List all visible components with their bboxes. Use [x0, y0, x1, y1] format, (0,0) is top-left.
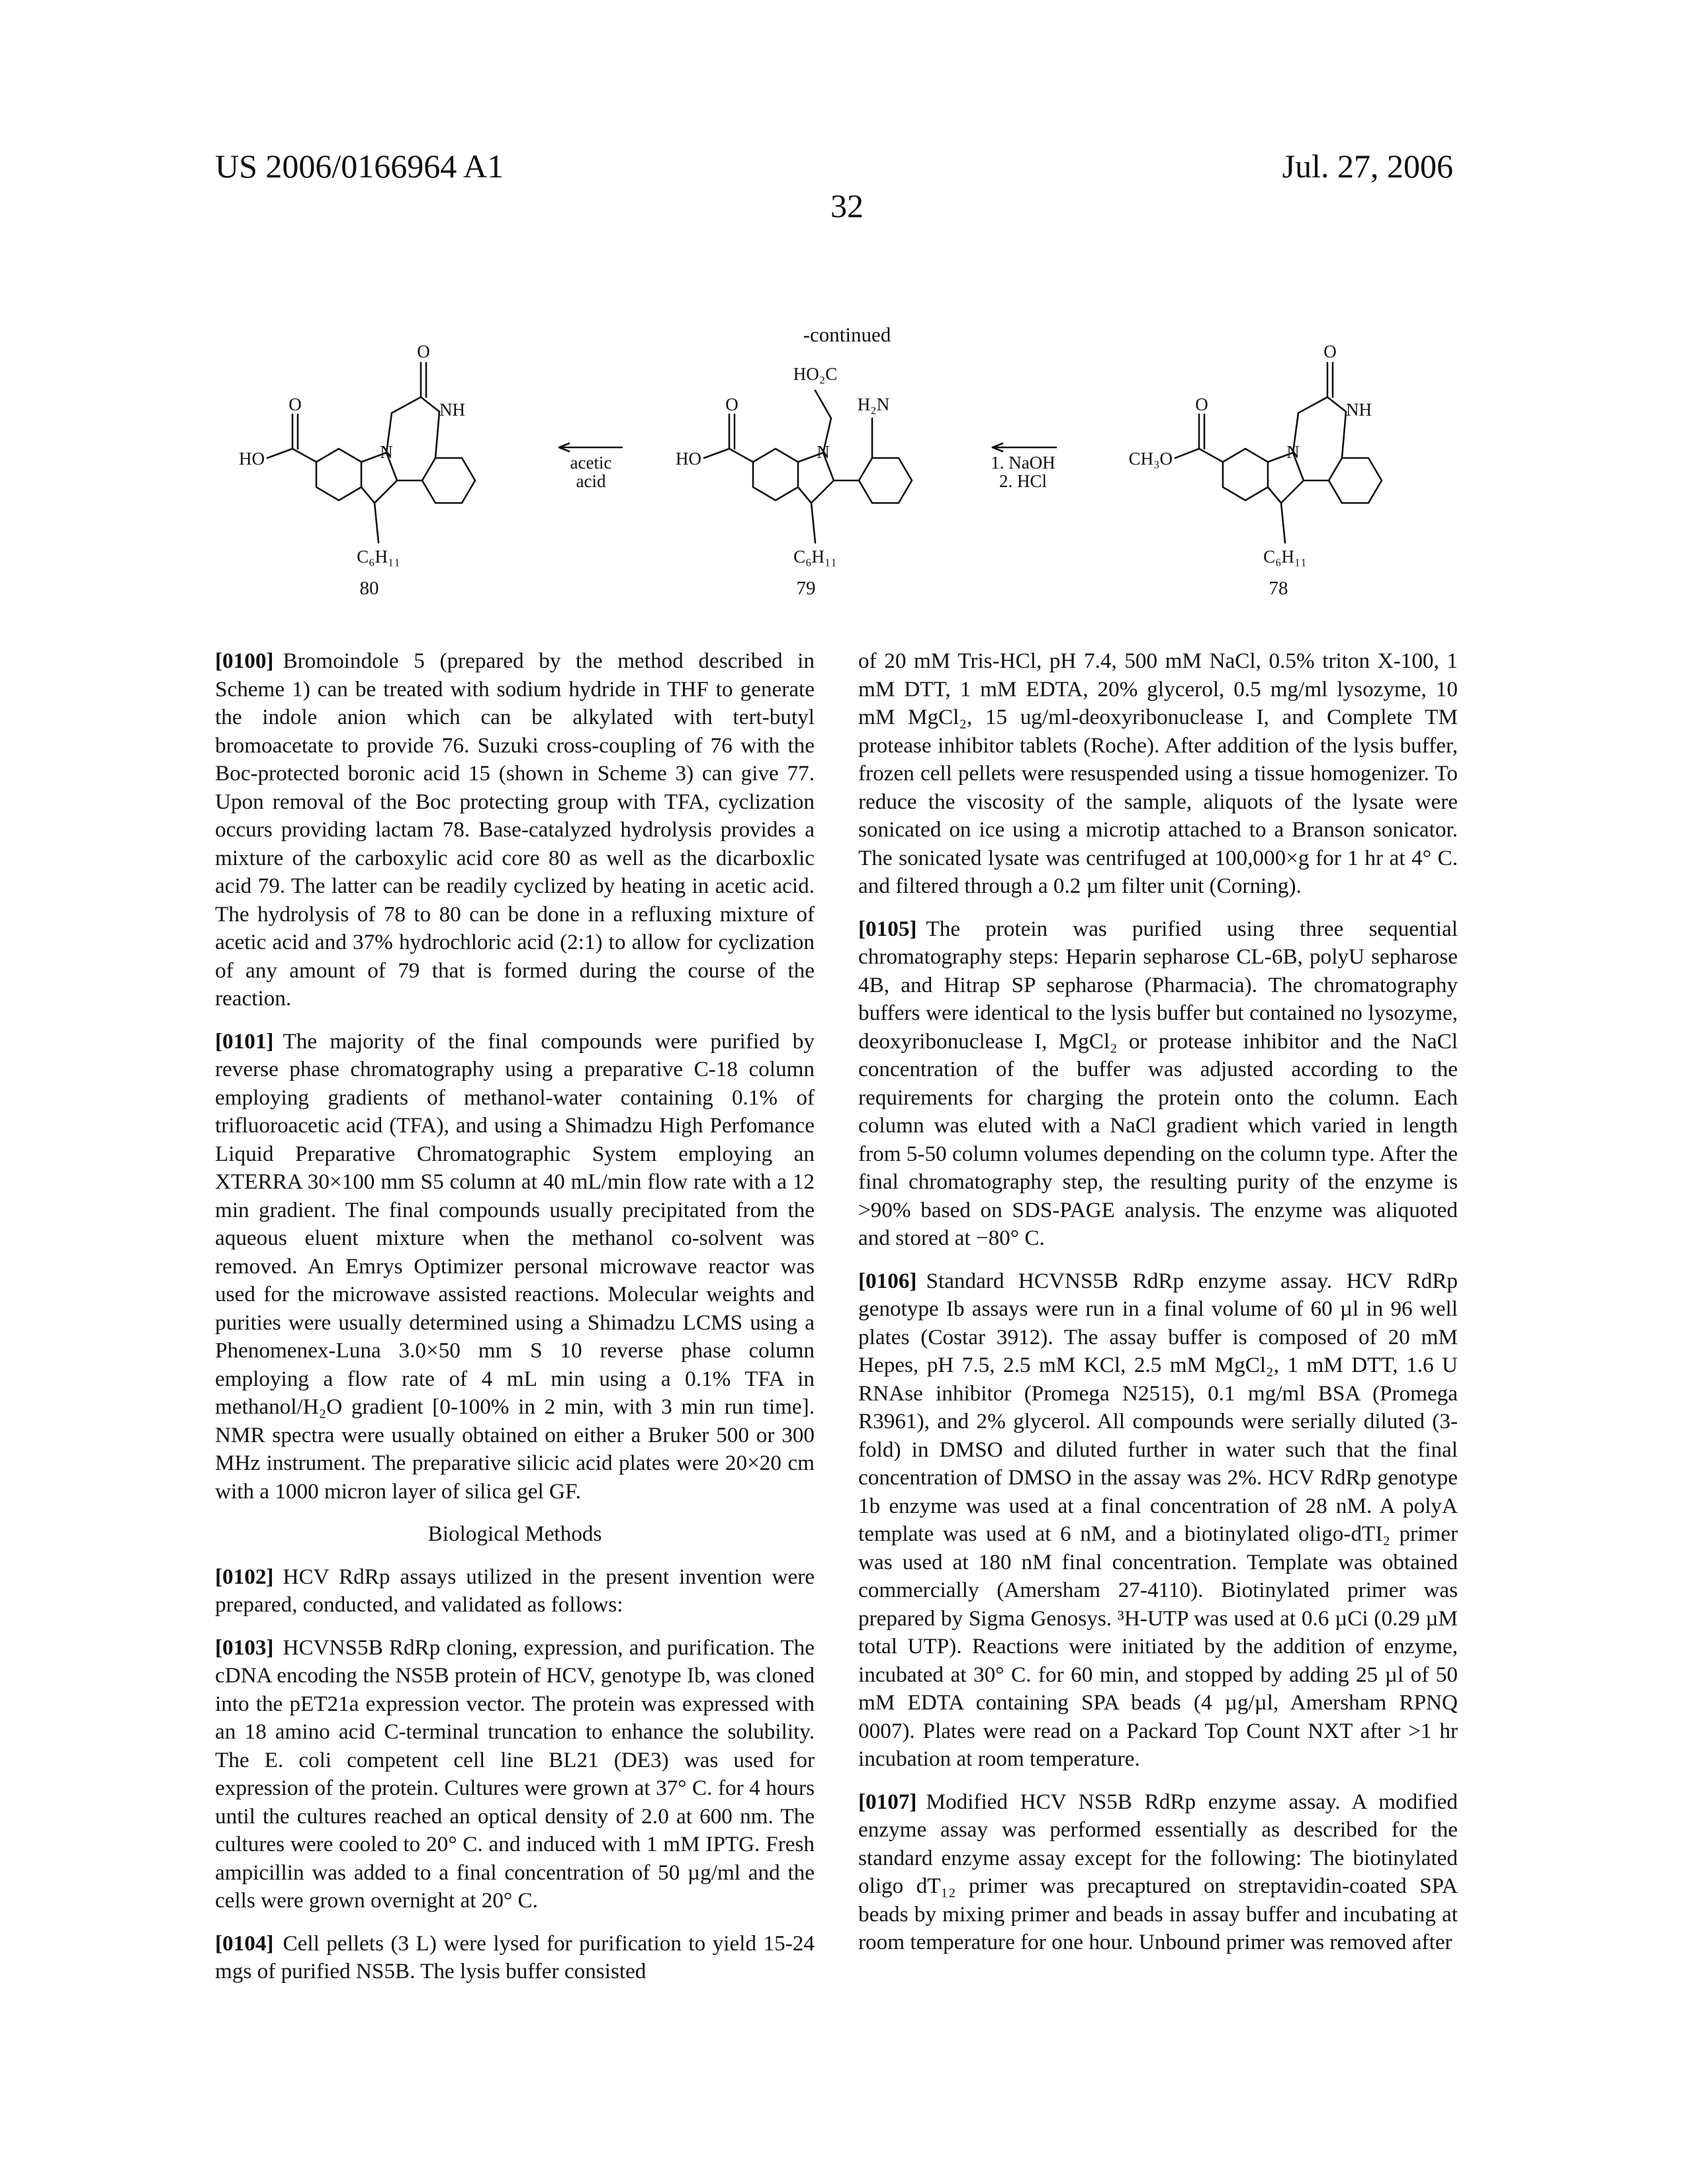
reaction-scheme: [199, 318, 1495, 596]
paragraph-text: HCV RdRp assays utilized in the present invention were prepared, conducted, and validated as follows:: [215, 1564, 815, 1617]
paragraph-0100: [215, 647, 815, 1013]
atom-label: NH: [439, 400, 465, 420]
atom-label: HO₂C: [793, 364, 838, 384]
atom-label: CH₃O: [1128, 449, 1173, 469]
reagent-label: 2. HCl: [999, 471, 1048, 491]
left-column: [215, 647, 815, 2001]
paragraph-number: [0107]: [858, 1789, 917, 1814]
paragraph-0106: [858, 1267, 1458, 1774]
paragraph-text: Bromoindole 5 (prepared by the method described in Scheme 1) can be treated with sodium hydride in THF to generate the indole anion which can be alkylated with tert-butyl bromoacetate to provide 76. Suzuki cross-coupling of 76 with the Boc-protected boronic acid 15 (shown in Scheme 3) can give 77. Upon removal of the Boc protecting group with TFA, cyclization occurs providing lactam 78. Base-catalyzed hydrolysis provides a mixture of the carboxylic acid core 80 as well as the dicarboxlic acid 79. The latter can be readily cyclized by heating in acetic acid. The hydrolysis of 78 to 80 can be done in a refluxing mixture of acetic acid and 37% hydrochloric acid (2:1) to allow for cyclization of any amount of 79 that is formed during the course of the reaction.: [215, 649, 815, 1011]
paragraph-text: The majority of the final compounds were purified by reverse phase chromatography using a preparative C-18 column employing gradients of methanol-water containing 0.1% of trifluoroacetic acid (TFA), and using a Shimadzu High Perfomance Liquid Preparative Chromatographic System employing an XTERRA 30×100 mm S5 column at 40 mL/min flow rate with a 12 min gradient. The final compounds usually precipitated from the aqueous eluent mixture when the methanol co-solvent was removed. An Emrys Optimizer personal microwave reactor was used for the microwave assisted reactions. Molecular weights and purities were usually determined using a Shimadzu LCMS using a Phenomenex-Luna 3.0×50 mm S 10 reverse phase column employing a flow rate of 4 mL min using a 0.1% TFA in methanol/H₂O gradient [0-100% in 2 min, with 3 min run time]. NMR spectra were usually obtained on either a Bruker 500 or 300 MHz instrument. The preparative silicic acid plates were 20×20 cm with a 1000 micron layer of silica gel GF.: [215, 1028, 815, 1504]
paragraph-number: [0103]: [215, 1635, 274, 1660]
compound-78-structure: [1175, 363, 1382, 543]
paragraph-number: [0101]: [215, 1028, 274, 1054]
atom-label: HO: [676, 449, 701, 469]
atom-label: C₆H₁₁: [357, 547, 400, 567]
atom-label: C₆H₁₁: [793, 547, 837, 567]
reagent-label: acid: [576, 471, 606, 491]
paragraph-0102: [215, 1563, 815, 1619]
paragraph-text: Modified HCV NS5B RdRp enzyme assay. A modified enzyme assay was performed essentially as described for the standard enzyme assay except for the following: The biotinylated oligo dT₁₂ primer was precaptured on streptavidin-coated SPA beads by mixing primer and beads in assay buffer and incubating at room temperature for one hour. Unbound primer was removed after: [858, 1789, 1458, 1954]
atom-label: N: [817, 442, 830, 462]
paragraph-0104-continued: [858, 647, 1458, 901]
paragraph-number: [0100]: [215, 649, 274, 673]
reagent-label: 1. NaOH: [991, 453, 1055, 473]
atom-label: O: [1323, 341, 1337, 361]
paragraph-text: of 20 mM Tris-HCl, pH 7.4, 500 mM NaCl, 0.5% triton X-100, 1 mM DTT, 1 mM EDTA, 20% glycerol, 0.5 mg/ml lysozyme, 10 mM MgCl₂, 15 ug/ml-deoxyribonuclease I, and Complete TM protease inhibitor tablets (Roche). After addition of the lysis buffer, frozen cell pellets were resuspended using a tissue homogenizer. To reduce the viscosity of the sample, aliquots of the lysate were sonicated on ice using a microtip attached to a Branson sonicator. The sonicated lysate was centrifuged at 100,000×g for 1 hr at 4° C. and filtered through a 0.2 µm filter unit (Corning).: [858, 649, 1458, 898]
compound-number: 78: [1269, 578, 1288, 596]
section-heading: Biological Methods: [427, 1522, 602, 1546]
paragraph-number: [0104]: [215, 1931, 274, 1956]
atom-label: H₂N: [857, 394, 890, 414]
paragraph-text: HCVNS5B RdRp cloning, expression, and purification. The cDNA encoding the NS5B protein of HCV, genotype Ib, was cloned into the pET21a expression vector. The protein was expressed with an 18 amino acid C-terminal truncation to enhance the solubility. The E. coli competent cell line BL21 (DE3) was used for expression of the protein. Cultures were grown at 37° C. for 4 hours until the cultures reached an optical density of 2.0 at 600 nm. The cultures were cooled to 20° C. and induced with 1 mM IPTG. Fresh ampicillin was added to a final concentration of 50 µg/ml and the cells were grown overnight at 20° C.: [215, 1635, 815, 1913]
atom-label: N: [380, 442, 393, 462]
compound-80-structure: [267, 363, 475, 543]
scheme-continued-label: -continued: [803, 323, 891, 346]
atom-label: O: [1195, 394, 1208, 414]
atom-label: O: [417, 341, 430, 361]
paragraph-text: Cell pellets (3 L) were lysed for purification to yield 15-24 mgs of purified NS5B. The lysis buffer consisted: [215, 1931, 815, 1983]
paragraph-number: [0102]: [215, 1564, 274, 1589]
atom-label: O: [289, 394, 302, 414]
atom-label: N: [1286, 442, 1300, 462]
page-number: 32: [830, 187, 864, 224]
paragraph-text: Standard HCVNS5B RdRp enzyme assay. HCV RdRp genotype Ib assays were run in a final volume of 60 µl in 96 well plates (Costar 3912). The assay buffer is composed of 20 mM Hepes, pH 7.5, 2.5 mM KCl, 2.5 mM MgCl₂, 1 mM DTT, 1.6 U RNAse inhibitor (Promega N2515), 0.1 mg/ml BSA (Promega R3961), and 2% glycerol. All compounds were serially diluted (3-fold) in DMSO and diluted further in water such that the final concentration of DMSO in the assay was 2%. HCV RdRp genotype 1b enzyme was used at a final concentration of 28 nM. A polyA template was used at 6 nM, and a biotinylated oligo-dTI₂ primer was used at 180 nM final concentration. Template was obtained commercially (Amersham 27-4110). Biotinylated primer was prepared by Sigma Genosys. ³H-UTP was used at 0.6 µCi (0.29 µM total UTP). Reactions were initiated by the addition of enzyme, incubated at 30° C. for 60 min, and stopped by adding 25 µl of 50 mM EDTA containing SPA beads (4 µg/µl, Amersham RPNQ 0007). Plates were read on a Packard Top Count NXT after >1 hr incubation at room temperature.: [858, 1268, 1458, 1771]
paragraph-0101: [215, 1028, 815, 1506]
publication-date: Jul. 27, 2006: [1282, 148, 1453, 185]
publication-number: US 2006/0166964 A1: [215, 148, 504, 185]
paragraph-0104: [215, 1930, 815, 1986]
paragraph-number: [0105]: [858, 916, 917, 941]
compound-number: 79: [796, 578, 816, 596]
right-column: [858, 647, 1458, 1972]
reagent-label: acetic: [570, 453, 612, 473]
paragraph-0103: [215, 1634, 815, 1915]
atom-label: HO: [239, 449, 265, 469]
paragraph-0105: [858, 915, 1458, 1253]
paragraph-number: [0106]: [858, 1268, 917, 1293]
paragraph-0107: [858, 1788, 1458, 1957]
atom-label: C₆H₁₁: [1263, 547, 1307, 567]
paragraph-text: The protein was purified using three sequential chromatography steps: Heparin sepharose CL-6B, polyU sepharose 4B, and Hitrap SP sepharose (Pharmacia). The chromatography buffers were identical to the lysis buffer but contained no lysozyme, deoxyribonuclease I, MgCl₂ or protease inhibitor and the NaCl concentration of the buffer was adjusted according to the requirements for charging the protein onto the column. Each column was eluted with a NaCl gradient which varied in length from 5-50 column volumes depending on the column type. After the final chromatography step, the resulting purity of the enzyme is >90% based on SDS-PAGE analysis. The enzyme was aliquoted and stored at −80° C.: [858, 916, 1458, 1250]
compound-number: 80: [359, 578, 379, 596]
atom-label: NH: [1346, 400, 1372, 420]
atom-label: O: [725, 394, 738, 414]
